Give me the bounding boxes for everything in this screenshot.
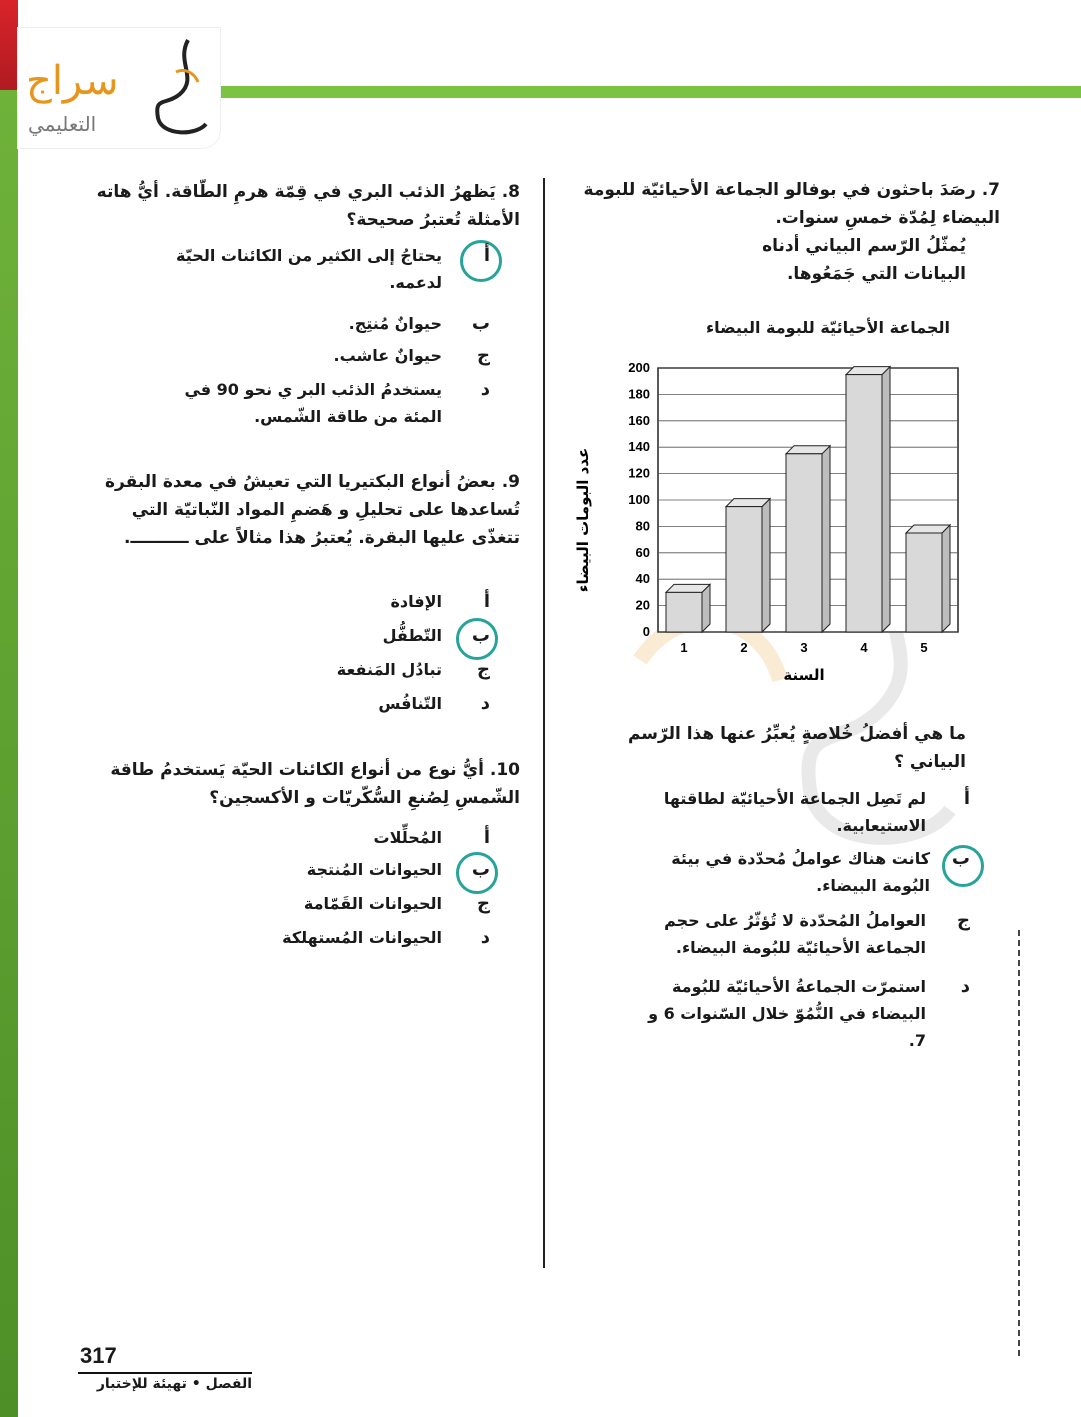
green-edge-decoration <box>0 90 18 1417</box>
q7-option-c[interactable] <box>640 907 970 961</box>
q8-option-letter: ب <box>471 313 490 334</box>
column-divider <box>543 178 545 1268</box>
chart-bar <box>726 499 770 632</box>
q8-text: يَظهرُ الذئب البري في قِمّة هرمِ الطّاقة. أيُّ هاته الأمثلة تُعتبرُ صحيحة؟ <box>96 182 520 230</box>
chart-bar <box>786 446 830 632</box>
q7-option-b[interactable] <box>640 845 970 899</box>
chart-y-tick-label: 0 <box>642 624 650 639</box>
chart-bar <box>846 367 890 632</box>
q7-option-letter: ج <box>957 910 970 931</box>
q8-option-d[interactable] <box>160 376 490 430</box>
page-number: 317 <box>80 1343 117 1368</box>
chart-x-tick-label: 2 <box>740 640 748 655</box>
chart-y-ticks <box>628 360 650 639</box>
q9-option-text: تبادُل المَنفعة <box>336 660 442 679</box>
q9-option-text: الإفادة <box>390 592 442 611</box>
q9-number: 9. <box>501 472 520 492</box>
chart-bar-front <box>726 507 762 632</box>
q8-option-letter: ج <box>477 345 490 366</box>
chart-bar-front <box>666 592 702 632</box>
chart-x-tick-label: 5 <box>920 640 928 655</box>
chart-y-tick-label: 160 <box>628 412 650 428</box>
chart-y-tick-label: 200 <box>628 360 650 375</box>
q7-number: 7. <box>981 180 1000 200</box>
q9-option-d[interactable] <box>200 690 490 717</box>
q7-block <box>560 176 1000 232</box>
q7-answer-circle <box>942 845 984 887</box>
q8-option-text: يستخدمُ الذئب البر ي نحو 90 في المئة من طاقة الشّمس. <box>184 380 442 426</box>
chart-y-label: عدد البومات البيضاء <box>574 447 592 593</box>
red-edge-decoration <box>0 0 18 90</box>
chart-x-tick-label: 4 <box>860 640 868 655</box>
chart-x-tick-label: 1 <box>680 640 688 655</box>
footer-chapter: الفصل • تهيئة للإختبار <box>96 1376 252 1392</box>
q9-option-c[interactable] <box>200 656 490 683</box>
q8-option-a[interactable] <box>160 242 490 296</box>
q9-option-letter: أ <box>483 591 490 612</box>
q7-option-letter: ب <box>951 848 970 869</box>
header-green-bar <box>210 86 1081 98</box>
q7-text2: يُمثّلُ الرّسم البياني أدناه البيانات التي جَمَعُوها. <box>762 236 966 284</box>
chart-bar-top <box>666 584 710 592</box>
chart-bar-top <box>726 499 770 507</box>
q10-option-text: الحيوانات القَمّامة <box>303 894 442 913</box>
chart-x-ticks <box>680 640 927 655</box>
chart-y-tick-label: 180 <box>628 386 650 402</box>
q8-option-c[interactable] <box>160 342 490 369</box>
q10-option-text: الحيوانات المُنتجة <box>306 860 442 879</box>
q8-block <box>80 178 520 234</box>
q7-option-letter: د <box>960 976 970 997</box>
q9-option-letter: د <box>480 693 490 714</box>
q9-option-text: التّنافُس <box>378 694 442 713</box>
chart-bar <box>666 584 710 632</box>
q8-option-text: حيوانٌ عاشب. <box>333 346 442 365</box>
q7-option-text: استمرّت الجماعةُ الأحيائيّة للبُومة البيضاء في النُّمُوّ خلال السّنوات 6 و 7. <box>648 977 926 1050</box>
q8-option-letter: د <box>480 379 490 400</box>
q7-option-letter: أ <box>963 788 970 809</box>
chart-bar-front <box>906 533 942 632</box>
q10-option-b[interactable] <box>200 856 490 883</box>
chart-y-tick-label: 100 <box>628 492 650 507</box>
chart-y-tick-label: 120 <box>628 465 650 481</box>
chart-bar <box>906 525 950 632</box>
q7-option-d[interactable] <box>640 973 970 1054</box>
chart-bar-top <box>906 525 950 533</box>
chart-y-tick-label: 20 <box>635 597 650 613</box>
q7-question: ما هي أفضلُ خُلاصةٍ يُعبِّرُ عنها هذا الرّسم البياني ؟ <box>627 724 966 772</box>
q10-option-text: الحيوانات المُستهلكة <box>282 928 442 947</box>
chart-y-tick-label: 80 <box>635 518 650 534</box>
q10-option-letter: أ <box>483 827 490 848</box>
q7-option-text: لم تَصِل الجماعة الأحيائيّة لطاقتها الاستيعابية. <box>663 789 926 835</box>
q9-option-text: التّطفُّل <box>382 626 442 645</box>
chart-bar-side <box>762 499 770 632</box>
q10-option-letter: ب <box>471 859 490 880</box>
q8-option-b[interactable] <box>160 310 490 337</box>
logo-sub: التعليمي <box>28 112 97 136</box>
q10-option-letter: ج <box>477 893 490 914</box>
q7-option-text: العواملُ المُحدّدة لا تُؤثّرُ على حجم الجماعة الأحيائيّة للبُومة البيضاء. <box>664 911 926 957</box>
bar-chart <box>560 350 980 690</box>
q8-option-text: يحتاجُ إلى الكثير من الكائنات الحيّة لدعمه. <box>176 246 442 292</box>
chart-y-tick-label: 40 <box>635 571 650 587</box>
margin-rule <box>1018 930 1020 1360</box>
q9-option-a[interactable] <box>200 588 490 615</box>
logo-calligraphy-icon <box>136 32 216 144</box>
q9-text: بعضُ أنواع البكتيريا التي تعيشُ في معدة البقرة تُساعدها على تحليلِ و هَضمِ المواد النّباتيّة التي تتغذّى عليها البقرة. يُعتبرُ هذا مثالاً على ــــــــــ. <box>104 472 520 548</box>
q9-option-b[interactable] <box>200 622 490 649</box>
q10-option-letter: د <box>480 927 490 948</box>
chart-y-tick-label: 60 <box>635 544 650 560</box>
chart-bar-side <box>822 446 830 632</box>
q7-text: رصَدَ باحثون في بوفالو الجماعة الأحيائيّة للبومة البيضاء لِمُدّة خمسِ سنوات. <box>583 180 1000 228</box>
chart-title: الجماعة الأحيائيّة للبومة البيضاء <box>705 318 950 337</box>
q10-option-text: المُحلِّلات <box>373 828 442 847</box>
q10-option-d[interactable] <box>200 924 490 951</box>
chart-bar-front <box>846 375 882 632</box>
chart-bar-side <box>942 525 950 632</box>
q10-number: 10. <box>489 760 520 780</box>
q7-option-a[interactable] <box>640 785 970 839</box>
chart-bar-side <box>882 367 890 632</box>
q9-block <box>80 468 520 552</box>
q10-text: أيُّ نوع من أنواع الكائنات الحيّة يَستخدمُ طاقة الشّمسِ لِصُنعِ السُّكّريّات و الأكسجين؟ <box>110 760 520 808</box>
q10-option-a[interactable] <box>200 824 490 851</box>
chart-bar-top <box>846 367 890 375</box>
chart-bar-front <box>786 454 822 632</box>
q8-number: 8. <box>501 182 520 202</box>
chart-y-tick-label: 140 <box>628 439 650 455</box>
q8-option-letter: أ <box>483 245 490 266</box>
chart-bar-top <box>786 446 830 454</box>
chart-x-label: السنة <box>783 666 825 684</box>
q10-option-c[interactable] <box>200 890 490 917</box>
q9-option-letter: ب <box>471 625 490 646</box>
logo-name: سراج <box>26 58 119 104</box>
q9-option-letter: ج <box>477 659 490 680</box>
footer-rule <box>78 1372 252 1374</box>
chart-x-tick-label: 3 <box>800 640 808 655</box>
q7-option-text: كانت هناك عواملُ مُحدّدة في بيئة البُومة البيضاء. <box>671 849 930 895</box>
q8-option-text: حيوانٌ مُنتِج. <box>348 314 442 333</box>
q10-block <box>80 756 520 812</box>
